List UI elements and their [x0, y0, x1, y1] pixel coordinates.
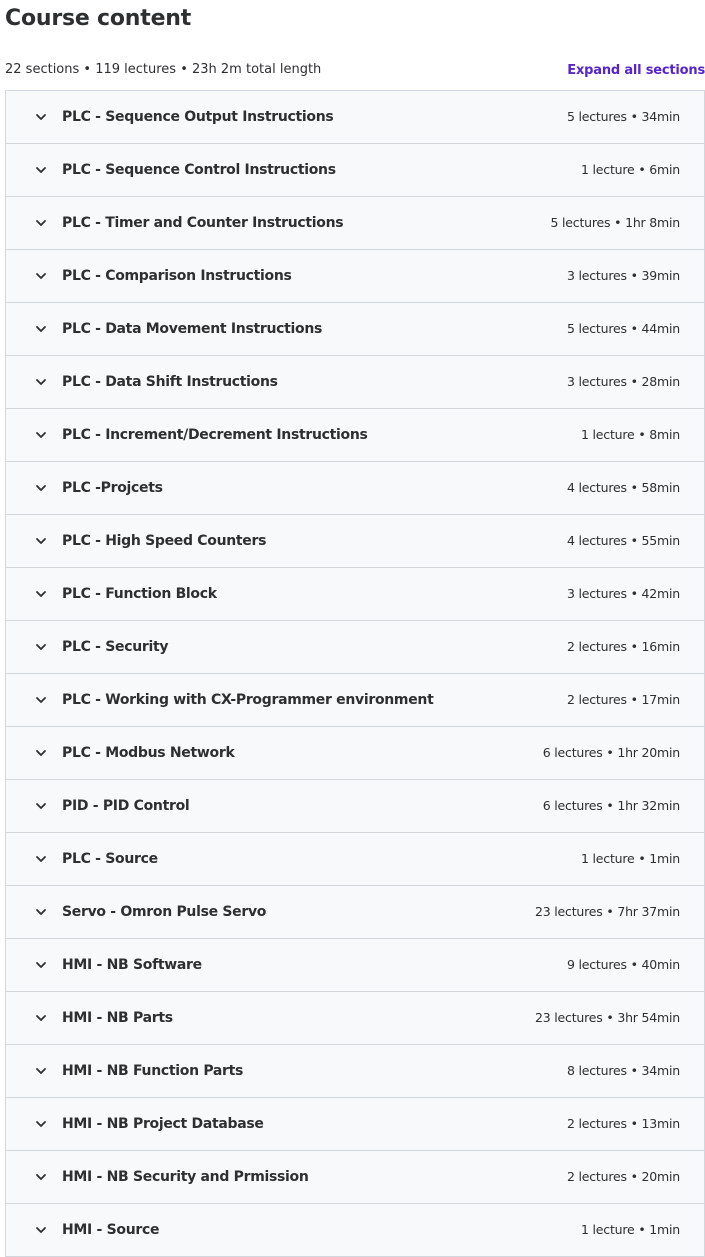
chevron-down-icon[interactable]: [34, 110, 48, 124]
section-meta: 8 lectures • 34min: [566, 1063, 680, 1078]
section-title: PLC - Function Block: [62, 586, 217, 602]
section-list: [5, 90, 705, 1257]
chevron-down-icon[interactable]: [34, 852, 48, 866]
chevron-down-icon[interactable]: [34, 1064, 48, 1078]
chevron-down-icon[interactable]: [34, 428, 48, 442]
section-title: HMI - Source: [62, 1222, 160, 1238]
section-row[interactable]: [6, 91, 704, 144]
section-meta: 4 lectures • 58min: [566, 480, 680, 495]
section-title: HMI - NB Security and Prmission: [62, 1169, 309, 1185]
section-row[interactable]: [6, 992, 704, 1045]
section-meta: 1 lecture • 1min: [581, 1222, 680, 1237]
section-row[interactable]: [6, 674, 704, 727]
section-meta: 3 lectures • 42min: [566, 586, 680, 601]
section-row[interactable]: [6, 568, 704, 621]
chevron-down-icon[interactable]: [34, 746, 48, 760]
section-title: HMI - NB Function Parts: [62, 1063, 244, 1079]
section-row[interactable]: [6, 833, 704, 886]
chevron-down-icon[interactable]: [34, 269, 48, 283]
section-meta: 6 lectures • 1hr 32min: [542, 798, 680, 813]
course-summary: 22 sections • 119 lectures • 23h 2m total length: [5, 62, 322, 77]
section-row[interactable]: [6, 1151, 704, 1204]
chevron-down-icon[interactable]: [34, 905, 48, 919]
chevron-down-icon[interactable]: [34, 163, 48, 177]
section-meta: 1 lecture • 6min: [581, 162, 680, 177]
chevron-down-icon[interactable]: [34, 1011, 48, 1025]
chevron-down-icon[interactable]: [34, 587, 48, 601]
section-row[interactable]: [6, 515, 704, 568]
section-row[interactable]: [6, 144, 704, 197]
section-title: PLC - Source: [62, 851, 158, 867]
section-meta: 3 lectures • 28min: [566, 374, 680, 389]
section-title: PLC - Timer and Counter Instructions: [62, 215, 344, 231]
section-title: PLC - Comparison Instructions: [62, 268, 292, 284]
chevron-down-icon[interactable]: [34, 958, 48, 972]
section-meta: 23 lectures • 3hr 54min: [535, 1010, 680, 1025]
section-row[interactable]: [6, 197, 704, 250]
section-meta: 1 lecture • 1min: [581, 851, 680, 866]
section-row[interactable]: [6, 303, 704, 356]
section-row[interactable]: [6, 939, 704, 992]
expand-all-sections-button[interactable]: Expand all sections: [567, 63, 705, 78]
section-meta: 2 lectures • 17min: [566, 692, 680, 707]
section-title: HMI - NB Project Database: [62, 1116, 264, 1132]
section-meta: 23 lectures • 7hr 37min: [535, 904, 680, 919]
chevron-down-icon[interactable]: [34, 640, 48, 654]
section-row[interactable]: [6, 462, 704, 515]
chevron-down-icon[interactable]: [34, 322, 48, 336]
section-meta: 5 lectures • 44min: [566, 321, 680, 336]
section-meta: 2 lectures • 20min: [566, 1169, 680, 1184]
section-title: PLC - Data Shift Instructions: [62, 374, 278, 390]
section-row[interactable]: [6, 250, 704, 303]
chevron-down-icon[interactable]: [34, 534, 48, 548]
section-title: PLC - Sequence Output Instructions: [62, 109, 334, 125]
section-meta: 5 lectures • 1hr 8min: [550, 215, 680, 230]
section-title: PLC - Working with CX-Programmer environment: [62, 692, 434, 708]
section-title: PLC - Sequence Control Instructions: [62, 162, 336, 178]
section-title: PID - PID Control: [62, 798, 190, 814]
section-title: PLC - Data Movement Instructions: [62, 321, 323, 337]
section-title: PLC - High Speed Counters: [62, 533, 267, 549]
section-title: HMI - NB Parts: [62, 1010, 173, 1026]
section-title: PLC -Projcets: [62, 480, 163, 496]
section-title: PLC - Increment/Decrement Instructions: [62, 427, 368, 443]
section-meta: 3 lectures • 39min: [566, 268, 680, 283]
course-summary-row: [5, 60, 705, 80]
chevron-down-icon[interactable]: [34, 1170, 48, 1184]
chevron-down-icon[interactable]: [34, 481, 48, 495]
section-row[interactable]: [6, 1045, 704, 1098]
section-meta: 2 lectures • 16min: [566, 639, 680, 654]
section-row[interactable]: [6, 1098, 704, 1151]
section-title: HMI - NB Software: [62, 957, 202, 973]
chevron-down-icon[interactable]: [34, 693, 48, 707]
section-title: Servo - Omron Pulse Servo: [62, 904, 267, 920]
section-meta: 9 lectures • 40min: [566, 957, 680, 972]
chevron-down-icon[interactable]: [34, 1117, 48, 1131]
section-meta: 5 lectures • 34min: [566, 109, 680, 124]
section-title: PLC - Security: [62, 639, 169, 655]
section-row[interactable]: [6, 727, 704, 780]
section-row[interactable]: [6, 780, 704, 833]
section-meta: 6 lectures • 1hr 20min: [542, 745, 680, 760]
chevron-down-icon[interactable]: [34, 375, 48, 389]
chevron-down-icon[interactable]: [34, 799, 48, 813]
section-row[interactable]: [6, 621, 704, 674]
course-content-heading: Course content: [5, 6, 192, 31]
chevron-down-icon[interactable]: [34, 216, 48, 230]
section-title: PLC - Modbus Network: [62, 745, 235, 761]
section-row[interactable]: [6, 356, 704, 409]
section-row[interactable]: [6, 1204, 704, 1257]
section-meta: 2 lectures • 13min: [566, 1116, 680, 1131]
section-meta: 1 lecture • 8min: [581, 427, 680, 442]
chevron-down-icon[interactable]: [34, 1223, 48, 1237]
section-meta: 4 lectures • 55min: [566, 533, 680, 548]
section-row[interactable]: [6, 886, 704, 939]
section-row[interactable]: [6, 409, 704, 462]
